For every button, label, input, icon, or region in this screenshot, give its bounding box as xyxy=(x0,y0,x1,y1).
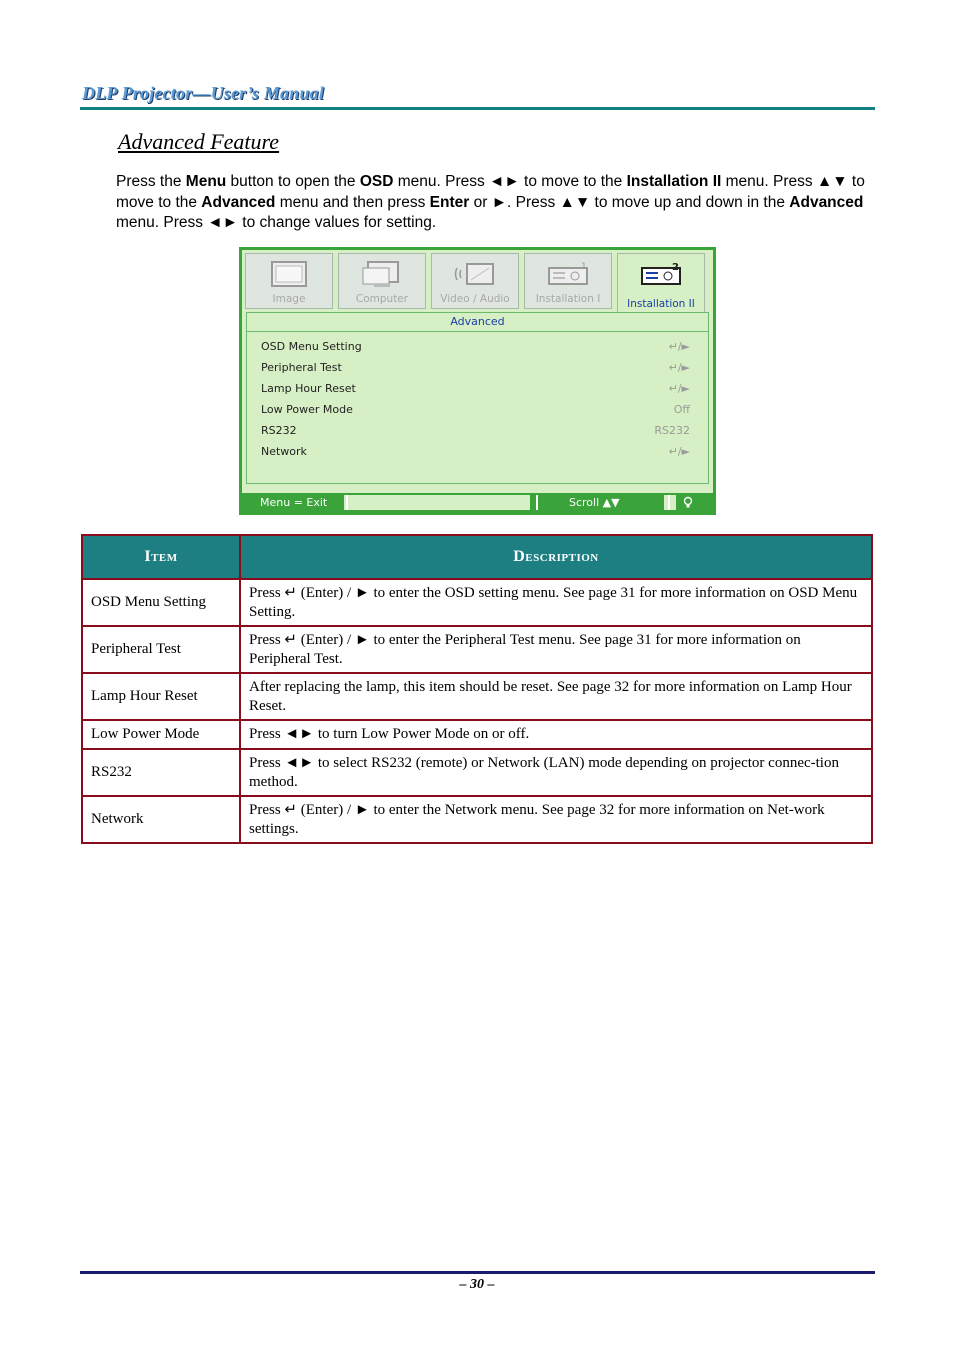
scroll-hint: Scroll ▲▼ xyxy=(569,496,620,509)
intro-paragraph: Press the Menu button to open the OSD menu. Press ◄► to move to the Installation II menu. Press ▲▼ to move to the Advanced menu and then press Enter or ►. Press ▲▼ to move up and down in the Advanced menu. Press ◄► to change values for setting. xyxy=(116,173,865,231)
item-description-table xyxy=(81,534,873,844)
svg-text:2: 2 xyxy=(672,262,679,273)
description-cell: Press ↵ (Enter) / ► to enter the OSD setting menu. See page 31 for more information on OSD Menu Setting. xyxy=(240,579,872,626)
osd-row-osd-menu-setting[interactable] xyxy=(261,337,690,357)
osd-row-value: RS232 xyxy=(654,424,690,437)
osd-row-network[interactable] xyxy=(261,442,690,462)
item-cell: Lamp Hour Reset xyxy=(82,673,240,720)
description-cell: Press ↵ (Enter) / ► to enter the Network menu. See page 32 for more information on Net-work settings. xyxy=(240,796,872,843)
description-column-header: Description xyxy=(240,535,872,579)
menu-exit-hint: Menu = Exit xyxy=(260,496,328,509)
osd-row-low-power-mode[interactable] xyxy=(261,400,690,420)
osd-row-label: RS232 xyxy=(261,424,297,437)
tab-image[interactable] xyxy=(245,253,333,309)
osd-status-bar xyxy=(242,493,713,512)
status-bar-divider xyxy=(346,495,348,510)
projector-icon xyxy=(638,260,684,288)
status-bar-divider xyxy=(668,495,670,510)
tab-installation-2-label: Installation II xyxy=(627,298,695,310)
lamp-icon xyxy=(683,496,693,509)
osd-row-label: OSD Menu Setting xyxy=(261,340,362,353)
table-row xyxy=(82,720,872,749)
item-cell: OSD Menu Setting xyxy=(82,579,240,626)
table-row xyxy=(82,796,872,843)
tab-installation-1-label: Installation I xyxy=(535,293,601,305)
osd-submenu-frame xyxy=(246,312,709,484)
section-title: Advanced Feature xyxy=(118,129,280,154)
image-icon xyxy=(269,260,309,288)
submenu-title: Advanced xyxy=(247,313,708,332)
osd-row-label: Lamp Hour Reset xyxy=(261,382,356,395)
item-column-header: Item xyxy=(82,535,240,579)
osd-row-rs232[interactable] xyxy=(261,421,690,441)
status-bar-segment xyxy=(664,495,676,510)
status-bar-divider xyxy=(536,495,538,510)
osd-row-value: ↵/► xyxy=(668,340,690,353)
table-row xyxy=(82,673,872,720)
tab-image-label: Image xyxy=(272,293,306,305)
svg-text:1: 1 xyxy=(581,262,587,272)
tab-video-audio-label: Video / Audio xyxy=(440,293,510,305)
description-cell: After replacing the lamp, this item should be reset. See page 32 for more information on Lamp Hour Reset. xyxy=(240,673,872,720)
table-row xyxy=(82,749,872,796)
table-header-row xyxy=(82,535,872,579)
header-rule xyxy=(80,107,875,110)
osd-row-peripheral-test[interactable] xyxy=(261,358,690,378)
item-cell: RS232 xyxy=(82,749,240,796)
item-cell: Peripheral Test xyxy=(82,626,240,673)
table-row xyxy=(82,579,872,626)
footer-rule xyxy=(80,1271,875,1274)
description-cell: Press ↵ (Enter) / ► to enter the Peripheral Test menu. See page 31 for more information on Peripheral Test. xyxy=(240,626,872,673)
tab-video-audio[interactable] xyxy=(431,253,519,309)
description-cell: Press ◄► to select RS232 (remote) or Network (LAN) mode depending on projector connec-tion method. xyxy=(240,749,872,796)
manual-title: DLP Projector—User’s Manual xyxy=(82,83,325,103)
tab-installation-2[interactable] xyxy=(617,253,705,313)
video-audio-icon xyxy=(453,260,497,288)
osd-panel xyxy=(242,250,713,512)
osd-row-label: Network xyxy=(261,445,307,458)
osd-row-value: ↵/► xyxy=(668,445,690,458)
osd-row-value: Off xyxy=(673,403,690,416)
page-number: – 30 – xyxy=(459,1277,495,1292)
osd-row-value: ↵/► xyxy=(668,361,690,374)
tab-computer-label: Computer xyxy=(355,293,409,305)
computer-icon xyxy=(360,260,404,288)
description-cell: Press ◄► to turn Low Power Mode on or off. xyxy=(240,720,872,749)
projector-icon xyxy=(545,260,591,288)
item-cell: Network xyxy=(82,796,240,843)
status-bar-segment xyxy=(344,495,530,510)
table-row xyxy=(82,626,872,673)
item-cell: Low Power Mode xyxy=(82,720,240,749)
osd-row-lamp-hour-reset[interactable] xyxy=(261,379,690,399)
osd-row-value: ↵/► xyxy=(668,382,690,395)
tab-computer[interactable] xyxy=(338,253,426,309)
tab-installation-1[interactable] xyxy=(524,253,612,309)
osd-row-label: Peripheral Test xyxy=(261,361,342,374)
osd-row-label: Low Power Mode xyxy=(261,403,353,416)
osd-menu-screenshot xyxy=(239,247,716,515)
